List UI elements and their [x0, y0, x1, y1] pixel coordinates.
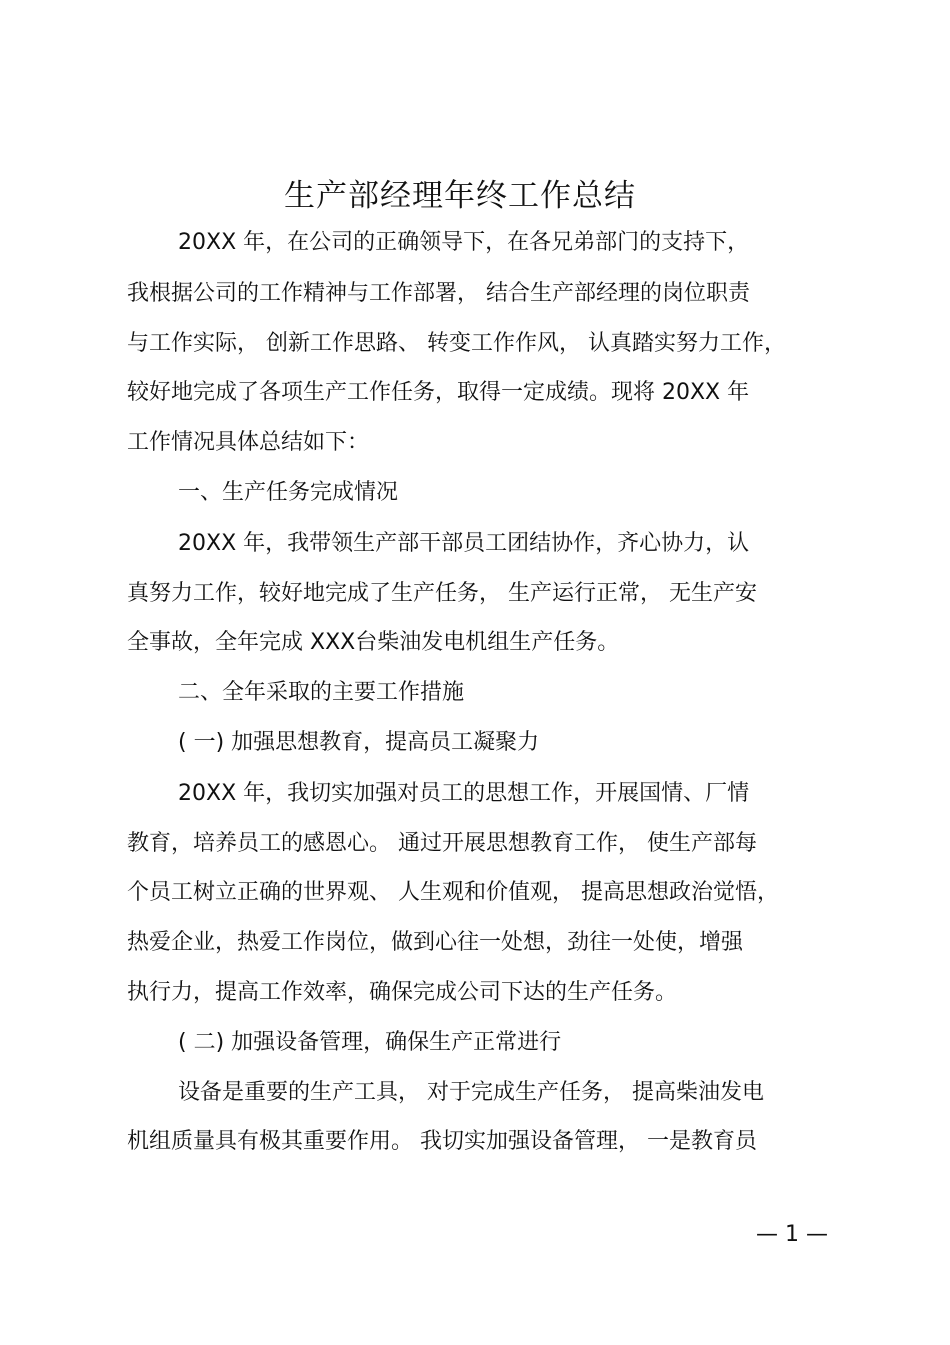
paragraph-line: 我根据公司的工作精神与工作部署， 结合生产部经理的岗位职责 [127, 281, 750, 306]
subsection-heading: ( 一) 加强思想教育，提高员工凝聚力 [178, 730, 540, 755]
paragraph-line: 个员工树立正确的世界观、 人生观和价值观， 提高思想政治觉悟， [127, 880, 779, 905]
paragraph-line: 热爱企业，热爱工作岗位，做到心往一处想，劲往一处使，增强 [127, 930, 744, 955]
paragraph-line: 20XX 年，我切实加强对员工的思想工作，开展国情、厂情 [178, 781, 750, 806]
paragraph-line: 执行力，提高工作效率，确保完成公司下达的生产任务。 [127, 980, 678, 1005]
paragraph-line: 20XX 年，在公司的正确领导下，在各兄弟部门的支持下， [178, 230, 750, 255]
paragraph-line: 20XX 年，我带领生产部干部员工团结协作，齐心协力，认 [178, 531, 750, 556]
section-heading: 一、生产任务完成情况 [178, 480, 399, 505]
paragraph-line: 与工作实际， 创新工作思路、 转变工作作风， 认真踏实努力工作， [127, 331, 786, 356]
section-heading: 二、全年采取的主要工作措施 [178, 680, 465, 705]
paragraph-line: 工作情况具体总结如下： [127, 430, 370, 455]
paragraph-line: 设备是重要的生产工具， 对于完成生产任务， 提高柴油发电 [178, 1080, 764, 1105]
paragraph-line: 真努力工作，较好地完成了生产任务， 生产运行正常， 无生产安 [127, 581, 757, 606]
page-number: — 1 — [756, 1222, 828, 1247]
paragraph-line: 较好地完成了各项生产工作任务，取得一定成绩。现将 20XX 年 [127, 380, 750, 405]
paragraph-line: 机组质量具有极其重要作用。 我切实加强设备管理， 一是教育员 [127, 1129, 757, 1154]
document-title: 生产部经理年终工作总结 [284, 178, 636, 214]
paragraph-line: 教育，培养员工的感恩心。 通过开展思想教育工作， 使生产部每 [127, 831, 757, 856]
subsection-heading: ( 二) 加强设备管理，确保生产正常进行 [178, 1030, 562, 1055]
paragraph-line: 全事故，全年完成 XXX台柴油发电机组生产任务。 [127, 630, 620, 655]
